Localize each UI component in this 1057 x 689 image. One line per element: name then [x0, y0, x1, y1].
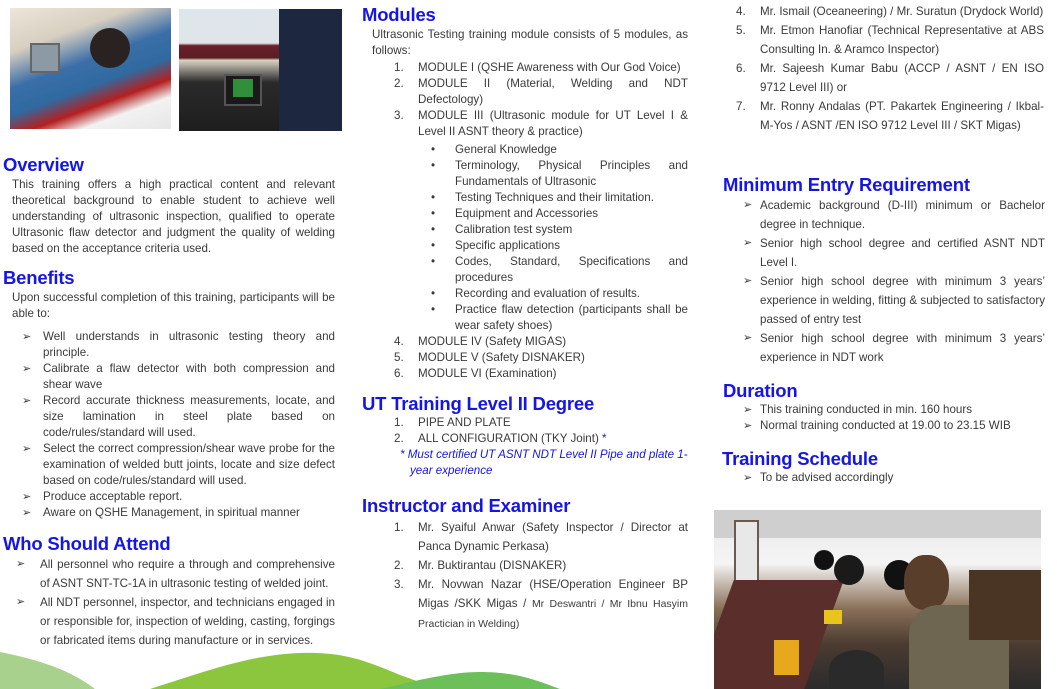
duration-section: [723, 380, 1045, 434]
entry-requirement-heading: Minimum Entry Requirement: [723, 174, 970, 195]
list-item: 4. Mr. Ismail (Oceaneering) / Mr. Suratun (Drydock World): [736, 5, 1044, 18]
bullet-dot-icon: •: [431, 255, 436, 268]
list-item: ➢ Senior high school degree and certified ASNT NDT Level I.: [743, 234, 1045, 272]
benefits-list: [22, 329, 335, 521]
arrow-bullet-icon: ➢: [22, 507, 32, 519]
photo-classroom-practice: [714, 510, 1041, 689]
decorative-green-waves: [0, 630, 720, 689]
arrow-bullet-icon: ➢: [743, 404, 753, 416]
modules-heading: Modules: [362, 4, 436, 25]
list-item: ➢ All personnel who require a through and comprehensive of ASNT SNT-TC-1A in ultrasonic testing of welded joint.: [16, 555, 335, 593]
instructors-list-part-2: [736, 2, 1044, 135]
benefits-intro: Upon successful completion of this training, participants will be able to:: [12, 291, 335, 320]
arrow-bullet-icon: ➢: [743, 332, 753, 344]
list-item: 1. MODULE I (QSHE Awareness with Our God Voice): [394, 61, 681, 74]
list-item: ➢ Academic background (D-III) minimum or Bachelor degree in technique.: [743, 196, 1045, 234]
bullet-dot-icon: •: [431, 143, 436, 156]
arrow-bullet-icon: ➢: [22, 443, 32, 455]
list-item: 2. Mr. Buktirantau (DISNAKER): [394, 559, 567, 572]
bullet-dot-icon: •: [431, 191, 436, 204]
list-item: ➢ Senior high school degree with minimum 3 years’ experience in NDT work: [743, 329, 1045, 367]
overview-heading: Overview: [3, 154, 84, 175]
modules-list: [394, 60, 688, 382]
training-schedule-list: [743, 470, 1044, 486]
list-item: • Testing Techniques and their limitation.: [431, 191, 654, 204]
list-item: 6. MODULE VI (Examination): [394, 367, 557, 380]
instructors-list-part-1: [394, 518, 688, 634]
arrow-bullet-icon: ➢: [16, 596, 26, 608]
training-schedule-heading: Training Schedule: [722, 448, 878, 469]
list-item: ➢ Produce acceptable report.: [22, 490, 183, 503]
list-item: 5. Mr. Etmon Hanofiar (Technical Representative at ABS Consulting In. & Aramco Inspector): [736, 24, 1044, 56]
list-item: 6. Mr. Sajeesh Kumar Babu (ACCP / ASNT / EN ISO 9712 Level III) or: [736, 62, 1044, 94]
list-item: 5. MODULE V (Safety DISNAKER): [394, 351, 585, 364]
list-item: • Practice flaw detection (participants shall be wear safety shoes): [431, 303, 688, 332]
bullet-dot-icon: •: [431, 159, 436, 172]
list-item: 4. MODULE IV (Safety MIGAS): [394, 335, 567, 348]
arrow-bullet-icon: ➢: [743, 199, 753, 211]
benefits-section: [3, 267, 335, 521]
list-item: ➢ Select the correct compression/shear wave probe for the examination of welded butt joints, locate and size defect based on code/rules/standard will used.: [22, 442, 335, 487]
ut-level-2-list: [394, 415, 688, 447]
certification-note: * Must certified UT ASNT NDT Level II Pipe and plate 1-year experience: [400, 448, 688, 477]
list-item: • Terminology, Physical Principles and Fundamentals of Ultrasonic: [431, 159, 688, 188]
ut-level-2-heading: UT Training Level II Degree: [362, 393, 595, 414]
instructors-heading: Instructor and Examiner: [362, 495, 571, 516]
list-item: 7. Mr. Ronny Andalas (PT. Pakartek Engineering / Ikbal-M-Yos / ASNT /EN ISO 9712 Level III / SKT Migas): [736, 100, 1044, 132]
list-item: ➢ Senior high school degree with minimum 3 years’ experience in welding, fitting & subjected to satisfactory passed of entry test: [743, 272, 1045, 329]
list-item: 2. MODULE II (Material, Welding and NDT Defectology): [394, 77, 688, 106]
benefits-heading: Benefits: [3, 267, 75, 288]
bullet-dot-icon: •: [431, 303, 436, 316]
who-should-attend-heading: Who Should Attend: [3, 533, 171, 554]
arrow-bullet-icon: ➢: [22, 395, 32, 407]
duration-heading: Duration: [723, 380, 798, 401]
instructors-section: [362, 495, 688, 634]
module-3-topics: [431, 142, 688, 334]
list-item: ➢ Well understands in ultrasonic testing theory and principle.: [22, 330, 335, 359]
entry-requirement-section: [723, 174, 1045, 367]
bullet-dot-icon: •: [431, 207, 436, 220]
list-item: ➢ Calibrate a flaw detector with both compression and shear wave: [22, 362, 335, 391]
photo-trainee-operating-ut-device: [179, 9, 342, 131]
photo-trainee-with-flaw-detector: [10, 8, 171, 129]
list-item: • Equipment and Accessories: [431, 207, 599, 220]
duration-list: [743, 402, 1045, 434]
list-item: 3. MODULE III (Ultrasonic module for UT Level I & Level II ASNT theory & practice) • General Knowledge • Terminology, Physical Principles and Fundamentals of Ultrasonic • Testing Techniques and their limitation. • Equipment and Accessories • Calibration test system • Specific applications • Codes, Standard, Specifications and procedures • Recording and evaluation of results. • Practice flaw detection (participants shall be wear safety shoes): [394, 109, 688, 332]
list-item: ➢ Aware on QSHE Management, in spiritual manner: [22, 506, 300, 519]
bullet-dot-icon: •: [431, 239, 436, 252]
entry-requirement-list: [743, 196, 1045, 367]
list-item: 3. Mr. Novwan Nazar (HSE/Operation Engineer BP Migas /SKK Migas / Mr Deswantri / Mr Ibnu Hasyim Practician in Welding): [394, 578, 688, 630]
list-item: ➢ To be advised accordingly: [743, 471, 894, 484]
arrow-bullet-icon: ➢: [743, 275, 753, 287]
list-item: ➢ Normal training conducted at 19.00 to 23.15 WIB: [743, 419, 1011, 432]
list-item: • Codes, Standard, Specifications and procedures: [431, 255, 688, 284]
overview-section: [3, 154, 335, 257]
list-item: • Recording and evaluation of results.: [431, 287, 640, 300]
list-item: • Calibration test system: [431, 223, 573, 236]
modules-intro: Ultrasonic Testing training module consists of 5 modules, as follows:: [372, 28, 688, 57]
list-item: 2. ALL CONFIGURATION (TKY Joint) *: [394, 432, 607, 445]
arrow-bullet-icon: ➢: [16, 558, 26, 570]
arrow-bullet-icon: ➢: [22, 331, 32, 343]
arrow-bullet-icon: ➢: [743, 237, 753, 249]
arrow-bullet-icon: ➢: [743, 420, 753, 432]
arrow-bullet-icon: ➢: [743, 472, 753, 484]
list-item: • Specific applications: [431, 239, 561, 252]
bullet-dot-icon: •: [431, 287, 436, 300]
list-item: 1. Mr. Syaiful Anwar (Safety Inspector / Director at Panca Dynamic Perkasa): [394, 521, 688, 553]
bullet-dot-icon: •: [431, 223, 436, 236]
list-item: ➢ All NDT personnel, inspector, and technicians engaged in or responsible for, inspection of welding, casting, forgings or fabricated items during manufacture or in services.: [16, 593, 335, 650]
training-schedule-section: [722, 448, 1044, 486]
arrow-bullet-icon: ➢: [22, 491, 32, 503]
list-item: ➢ This training conducted in min. 160 hours: [743, 403, 973, 416]
list-item: • General Knowledge: [431, 143, 557, 156]
arrow-bullet-icon: ➢: [22, 363, 32, 375]
ut-level-2-section: [362, 393, 688, 479]
list-item: ➢ Record accurate thickness measurements, locate, and size lamination in steel plate based on code/rules/standard will used.: [22, 394, 335, 439]
modules-section: [362, 4, 688, 382]
list-item: 1. PIPE AND PLATE: [394, 416, 511, 429]
overview-text: This training offers a high practical content and relevant theoretical background to enable student to achieve well understanding of ultrasonic inspection, qualified to operate Ultrasonic flaw detector and judgment the quality of welding based on the acceptance criteria used.: [12, 178, 335, 255]
